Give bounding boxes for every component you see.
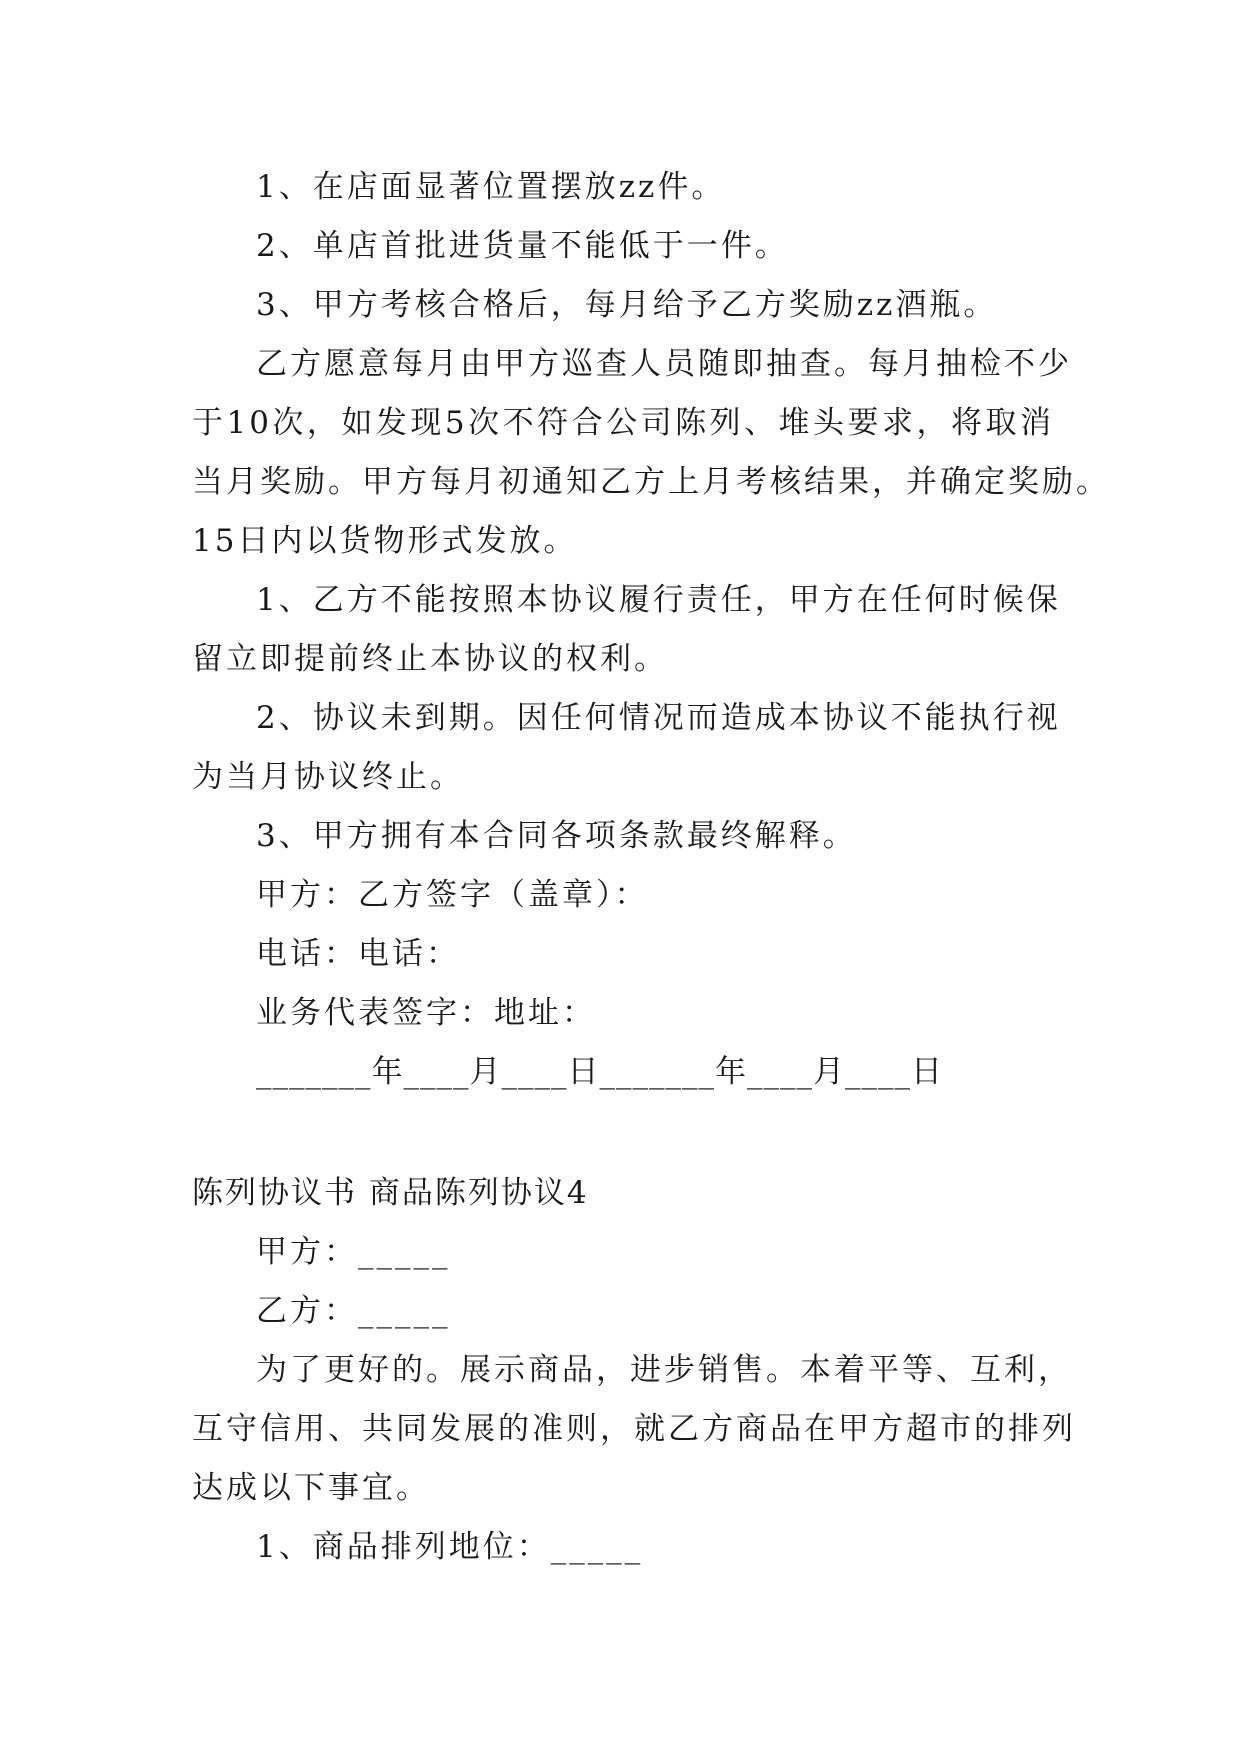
termination-clause-1-line-1: 1、乙方不能按照本协议履行责任，甲方在任何时候保 — [256, 582, 1061, 618]
phone-line: 电话：电话： — [256, 936, 460, 972]
inspection-paragraph-line-1: 乙方愿意每月由甲方巡查人员随即抽查。每月抽检不少 — [256, 346, 1072, 382]
purpose-paragraph-line-3: 达成以下事宜。 — [192, 1470, 430, 1506]
inspection-paragraph-line-4: 15日内以货物形式发放。 — [192, 523, 578, 559]
date-line: _______年____月____日_______年____月____日 — [256, 1054, 943, 1090]
party-a-line: 甲方：_____ — [256, 1234, 451, 1270]
inspection-paragraph-line-2: 于10次，如发现5次不符合公司陈列、堆头要求，将取消 — [192, 405, 1054, 441]
party-b-line: 乙方：_____ — [256, 1293, 451, 1329]
signature-party-line: 甲方：乙方签字（盖章）： — [256, 877, 649, 913]
termination-clause-2-line-1: 2、协议未到期。因任何情况而造成本协议不能执行视 — [256, 700, 1061, 736]
termination-clause-1-line-2: 留立即提前终止本协议的权利。 — [192, 641, 668, 677]
clause-first-order: 2、单店首批进货量不能低于一件。 — [256, 228, 789, 264]
section-title: 陈列协议书 商品陈列协议4 — [192, 1175, 589, 1211]
purpose-paragraph-line-1: 为了更好的。展示商品，进步销售。本着平等、互利， — [256, 1352, 1072, 1388]
clause-display-position: 1、在店面显著位置摆放zz件。 — [256, 169, 726, 205]
purpose-paragraph-line-2: 互守信用、共同发展的准则，就乙方商品在甲方超市的排列 — [192, 1411, 1076, 1447]
termination-clause-3: 3、甲方拥有本合同各项条款最终解释。 — [256, 818, 857, 854]
clause-monthly-reward: 3、甲方考核合格后，每月给予乙方奖励zz酒瓶。 — [256, 287, 998, 323]
clause-display-location: 1、商品排列地位：_____ — [256, 1529, 644, 1565]
inspection-paragraph-line-3: 当月奖励。甲方每月初通知乙方上月考核结果，并确定奖励。 — [192, 464, 1110, 500]
termination-clause-2-line-2: 为当月协议终止。 — [192, 759, 464, 795]
representative-address-line: 业务代表签字：地址： — [256, 995, 596, 1031]
